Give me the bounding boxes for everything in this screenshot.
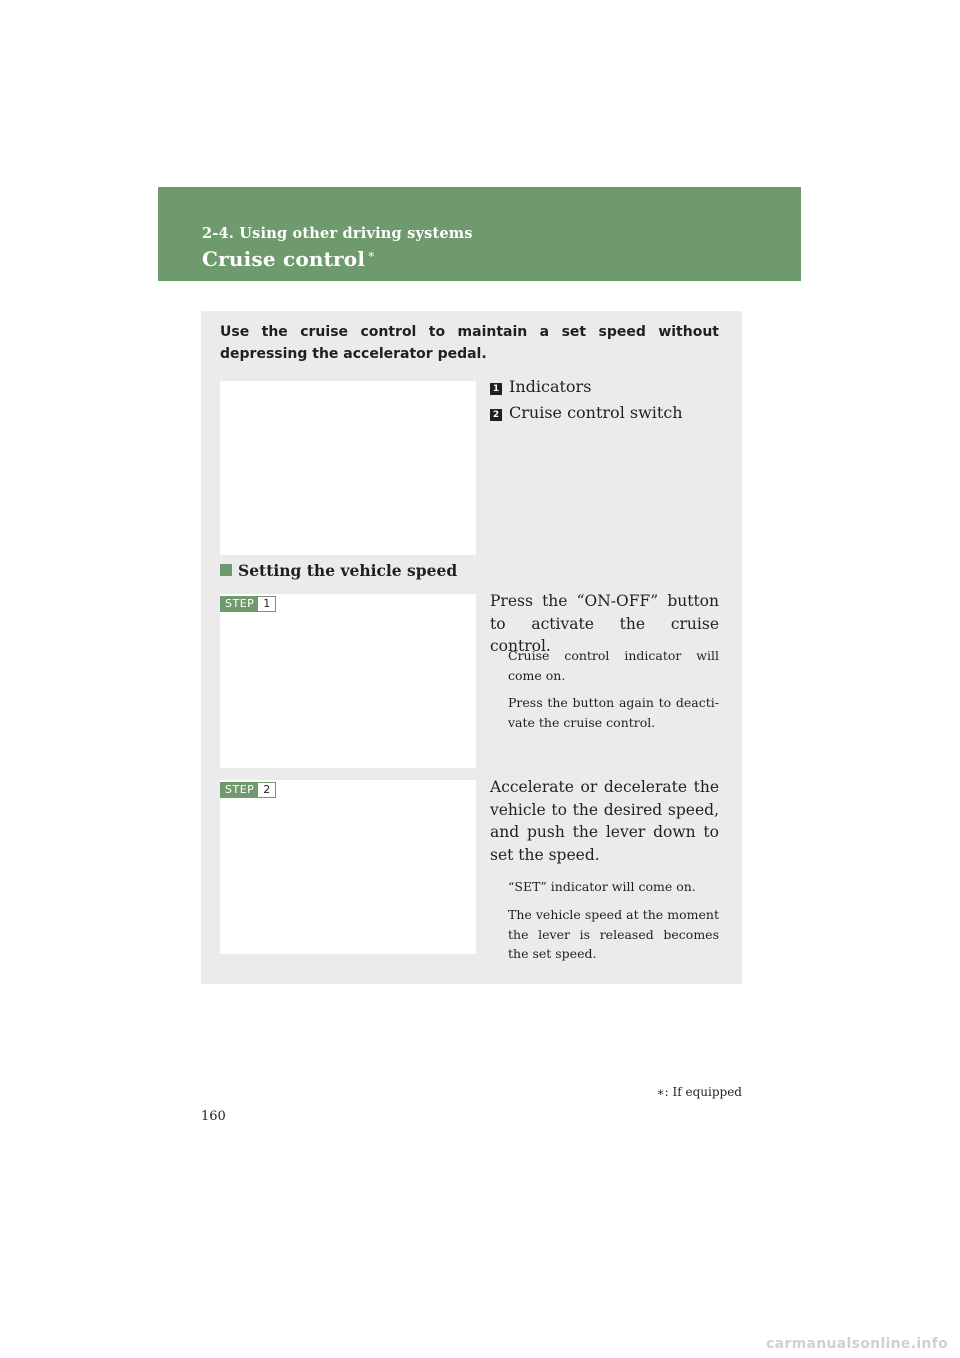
watermark: carmanualsonline.info — [766, 1336, 948, 1352]
sub-heading — [220, 561, 457, 580]
step-badge — [220, 596, 276, 612]
step-1-note: Cruise control indicator will come on. — [508, 648, 719, 683]
step-1-note: Press the button again to deacti-vate the cruise control. — [508, 695, 719, 730]
square-bullet-icon — [220, 564, 232, 576]
step-2-instruction: Accelerate or decelerate the vehicle to the desired speed, and push the lever down to set the speed. — [490, 778, 719, 864]
step-word: STEP — [221, 783, 258, 797]
equipment-marker: ∗ — [367, 247, 376, 262]
page-title-text: Cruise control — [202, 247, 366, 271]
page-title — [202, 247, 375, 271]
footnote: ∗: If equipped — [656, 1085, 742, 1099]
legend-label: Indicators — [509, 377, 592, 396]
intro-text: Use the cruise control to maintain a set speed without depressing the accelerator pedal. — [220, 324, 719, 362]
number-badge: 1 — [490, 383, 502, 395]
step-number: 2 — [258, 783, 275, 797]
step-2-note: The vehicle speed at the moment the lever is released becomes the set speed. — [508, 907, 719, 961]
content-box — [201, 311, 742, 984]
illustration-panel-overview — [220, 381, 476, 555]
sub-heading-text: Setting the vehicle speed — [238, 561, 458, 580]
section-label: 2-4. Using other driving systems — [202, 225, 473, 242]
number-badge: 2 — [490, 409, 502, 421]
legend-item-indicators — [490, 377, 591, 396]
step-2-note: “SET” indicator will come on. — [508, 879, 696, 894]
illustration-panel-step-2 — [220, 780, 476, 954]
step-number: 1 — [258, 597, 275, 611]
page-number: 160 — [201, 1109, 226, 1124]
legend-item-cruise-control-switch — [490, 403, 683, 422]
legend-label: Cruise control switch — [509, 403, 683, 422]
step-word: STEP — [221, 597, 258, 611]
header-band — [158, 187, 801, 281]
step-badge — [220, 782, 276, 798]
illustration-panel-step-1 — [220, 594, 476, 768]
step-1-instruction: Press the “ON-OFF” button to activate the cruise control. — [490, 592, 719, 655]
